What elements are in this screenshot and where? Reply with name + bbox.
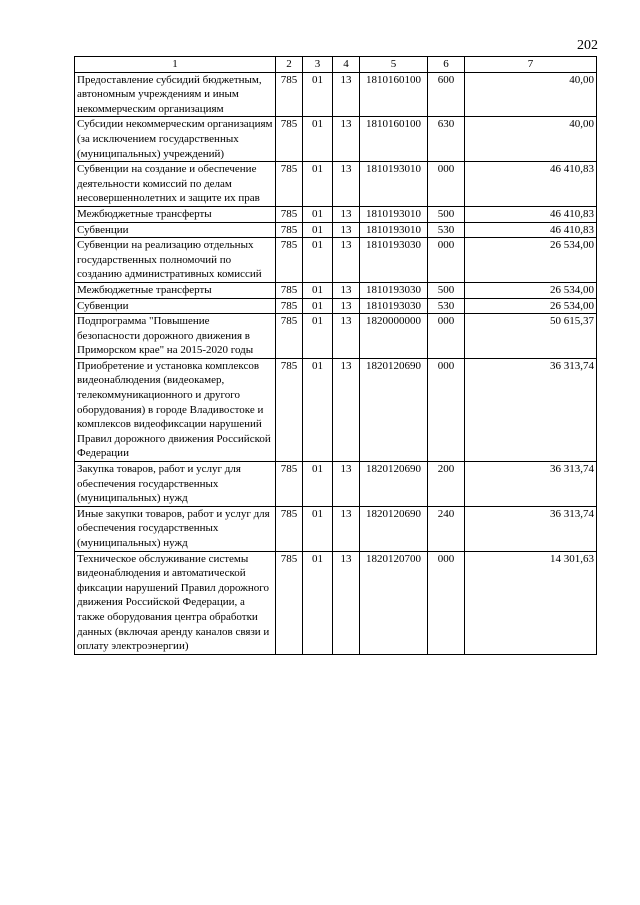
code-pr: 13 — [333, 238, 360, 283]
code-csr: 1810160100 — [360, 117, 428, 162]
code-pr: 13 — [333, 222, 360, 238]
code-rz: 01 — [303, 282, 333, 298]
column-header-row — [75, 57, 597, 73]
code-csr: 1820000000 — [360, 314, 428, 359]
code-csr: 1810193010 — [360, 222, 428, 238]
code-vr: 000 — [428, 238, 465, 283]
code-csr: 1820120690 — [360, 506, 428, 551]
code-vr: 000 — [428, 314, 465, 359]
code-gr: 785 — [276, 162, 303, 207]
item-name: Межбюджетные трансферты — [75, 282, 276, 298]
code-gr: 785 — [276, 358, 303, 461]
table-row — [75, 358, 597, 461]
amount: 40,00 — [465, 117, 597, 162]
code-rz: 01 — [303, 162, 333, 207]
code-csr: 1820120690 — [360, 358, 428, 461]
code-pr: 13 — [333, 282, 360, 298]
item-name: Субвенции — [75, 222, 276, 238]
table-row — [75, 72, 597, 117]
code-vr: 500 — [428, 282, 465, 298]
column-header: 3 — [303, 57, 333, 73]
amount: 46 410,83 — [465, 206, 597, 222]
table-row — [75, 314, 597, 359]
code-vr: 530 — [428, 298, 465, 314]
code-csr: 1810193010 — [360, 206, 428, 222]
item-name: Субвенции на реализацию отдельных государственных полномочий по созданию административных комиссий — [75, 238, 276, 283]
code-rz: 01 — [303, 462, 333, 507]
code-pr: 13 — [333, 117, 360, 162]
code-pr: 13 — [333, 551, 360, 654]
code-pr: 13 — [333, 298, 360, 314]
table-row — [75, 506, 597, 551]
code-rz: 01 — [303, 358, 333, 461]
code-pr: 13 — [333, 206, 360, 222]
column-header: 5 — [360, 57, 428, 73]
code-csr: 1820120690 — [360, 462, 428, 507]
table-row — [75, 206, 597, 222]
code-vr: 500 — [428, 206, 465, 222]
code-rz: 01 — [303, 72, 333, 117]
item-name: Иные закупки товаров, работ и услуг для обеспечения государственных (муниципальных) нужд — [75, 506, 276, 551]
table-row — [75, 298, 597, 314]
code-gr: 785 — [276, 462, 303, 507]
code-csr: 1810160100 — [360, 72, 428, 117]
code-csr: 1820120700 — [360, 551, 428, 654]
code-gr: 785 — [276, 222, 303, 238]
code-vr: 200 — [428, 462, 465, 507]
item-name: Субсидии некоммерческим организациям (за исключением государственных (муниципальных) учреждений) — [75, 117, 276, 162]
item-name: Техническое обслуживание системы видеонаблюдения и автоматической фиксации нарушений Правил дорожного движения Российской Федерации, а также оборудования центра обработки данных (включая аренду каналов связи и оплату электроэнергии) — [75, 551, 276, 654]
table-body — [75, 72, 597, 654]
code-pr: 13 — [333, 462, 360, 507]
amount: 26 534,00 — [465, 282, 597, 298]
table-row — [75, 462, 597, 507]
code-rz: 01 — [303, 298, 333, 314]
code-pr: 13 — [333, 358, 360, 461]
table-row — [75, 238, 597, 283]
budget-table — [74, 56, 597, 655]
code-pr: 13 — [333, 506, 360, 551]
code-vr: 240 — [428, 506, 465, 551]
code-gr: 785 — [276, 506, 303, 551]
table-row — [75, 117, 597, 162]
code-csr: 1810193010 — [360, 162, 428, 207]
code-vr: 000 — [428, 162, 465, 207]
amount: 46 410,83 — [465, 162, 597, 207]
page-number: 202 — [577, 38, 598, 53]
code-vr: 530 — [428, 222, 465, 238]
item-name: Предоставление субсидий бюджетным, автономным учреждениям и иным некоммерческим организациям — [75, 72, 276, 117]
code-vr: 000 — [428, 551, 465, 654]
code-gr: 785 — [276, 298, 303, 314]
item-name: Межбюджетные трансферты — [75, 206, 276, 222]
code-csr: 1810193030 — [360, 238, 428, 283]
column-header: 4 — [333, 57, 360, 73]
code-vr: 630 — [428, 117, 465, 162]
amount: 40,00 — [465, 72, 597, 117]
code-gr: 785 — [276, 282, 303, 298]
column-header: 1 — [75, 57, 276, 73]
code-gr: 785 — [276, 72, 303, 117]
code-csr: 1810193030 — [360, 282, 428, 298]
code-rz: 01 — [303, 222, 333, 238]
code-rz: 01 — [303, 206, 333, 222]
code-csr: 1810193030 — [360, 298, 428, 314]
column-header: 7 — [465, 57, 597, 73]
amount: 36 313,74 — [465, 462, 597, 507]
amount: 26 534,00 — [465, 238, 597, 283]
table-row — [75, 222, 597, 238]
code-pr: 13 — [333, 72, 360, 117]
code-pr: 13 — [333, 314, 360, 359]
amount: 26 534,00 — [465, 298, 597, 314]
amount: 36 313,74 — [465, 506, 597, 551]
item-name: Приобретение и установка комплексов видеонаблюдения (видеокамер, телекоммуникационного и другого оборудования) в городе Владивостоке и комплексов видеофиксации нарушений Правил дорожного движения Российской Федерации — [75, 358, 276, 461]
code-gr: 785 — [276, 238, 303, 283]
code-rz: 01 — [303, 506, 333, 551]
column-header: 6 — [428, 57, 465, 73]
code-gr: 785 — [276, 551, 303, 654]
amount: 46 410,83 — [465, 222, 597, 238]
column-header: 2 — [276, 57, 303, 73]
code-rz: 01 — [303, 314, 333, 359]
item-name: Закупка товаров, работ и услуг для обеспечения государственных (муниципальных) нужд — [75, 462, 276, 507]
code-rz: 01 — [303, 551, 333, 654]
code-pr: 13 — [333, 162, 360, 207]
table-row — [75, 551, 597, 654]
item-name: Субвенции — [75, 298, 276, 314]
code-gr: 785 — [276, 314, 303, 359]
amount: 14 301,63 — [465, 551, 597, 654]
item-name: Подпрограмма "Повышение безопасности дорожного движения в Приморском крае" на 2015-2020 годы — [75, 314, 276, 359]
table-row — [75, 162, 597, 207]
code-vr: 000 — [428, 358, 465, 461]
code-gr: 785 — [276, 117, 303, 162]
code-vr: 600 — [428, 72, 465, 117]
amount: 36 313,74 — [465, 358, 597, 461]
code-gr: 785 — [276, 206, 303, 222]
code-rz: 01 — [303, 238, 333, 283]
code-rz: 01 — [303, 117, 333, 162]
item-name: Субвенции на создание и обеспечение деятельности комиссий по делам несовершеннолетних и защите их прав — [75, 162, 276, 207]
amount: 50 615,37 — [465, 314, 597, 359]
table-row — [75, 282, 597, 298]
